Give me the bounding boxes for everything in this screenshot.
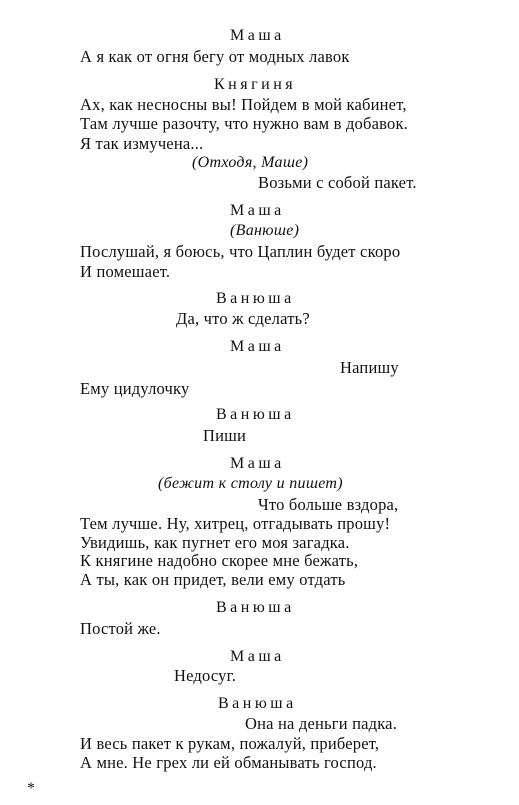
verse-line: Там лучше разочту, что нужно вам в добавок.	[80, 114, 408, 133]
verse-line: Напишу	[340, 358, 399, 377]
verse-line: И помешает.	[80, 262, 171, 281]
verse-line: А ты, как он придет, вели ему отдать	[80, 570, 346, 589]
verse-line: Я так измучена...	[80, 134, 204, 153]
speaker-vanyusha: Ванюша	[216, 599, 295, 616]
speaker-masha: Маша	[230, 455, 285, 472]
verse-line: И весь пакет к рукам, пожалуй, приберет,	[80, 734, 380, 753]
verse-line: Да, что ж сделать?	[176, 309, 310, 328]
verse-line: Постой же.	[80, 619, 161, 638]
verse-line: Тем лучше. Ну, хитрец, отгадывать прошу!	[80, 514, 391, 533]
verse-line: Увидишь, как пугнет его моя загадка.	[80, 533, 350, 552]
speaker-vanyusha: Ванюша	[216, 406, 295, 423]
speaker-masha: Маша	[230, 27, 285, 44]
speaker-vanyusha: Ванюша	[218, 695, 297, 712]
speaker-masha: Маша	[230, 338, 285, 355]
speaker-masha: Маша	[230, 648, 285, 665]
speaker-vanyusha: Ванюша	[216, 290, 295, 307]
verse-line: А я как от огня бегу от модных лавок	[80, 47, 350, 66]
speaker-masha: Маша	[230, 202, 285, 219]
verse-line: А мне. Не грех ли ей обманывать господ.	[80, 753, 377, 772]
verse-line: Что больше вздора,	[258, 495, 399, 514]
verse-line: Возьми с собой пакет.	[258, 173, 417, 192]
stage-direction: (Отходя, Маше)	[192, 154, 309, 171]
verse-line: К княгине надобно скорее мне бежать,	[80, 551, 359, 570]
stage-direction: (бежит к столу и пишет)	[158, 475, 343, 492]
verse-line: Пиши	[203, 426, 247, 445]
verse-line: Недосуг.	[174, 666, 237, 685]
verse-line: Ах, как несносны вы! Пойдем в мой кабинет,	[80, 95, 407, 114]
speaker-knyaginya: Княгиня	[214, 76, 297, 93]
verse-line: Послушай, я боюсь, что Цаплин будет скоро	[80, 242, 401, 261]
verse-line: Ему цидулочку	[80, 379, 190, 398]
stage-direction: (Ванюше)	[230, 222, 300, 239]
footer-mark: *	[27, 780, 35, 797]
verse-line: Она на деньги падка.	[245, 714, 398, 733]
